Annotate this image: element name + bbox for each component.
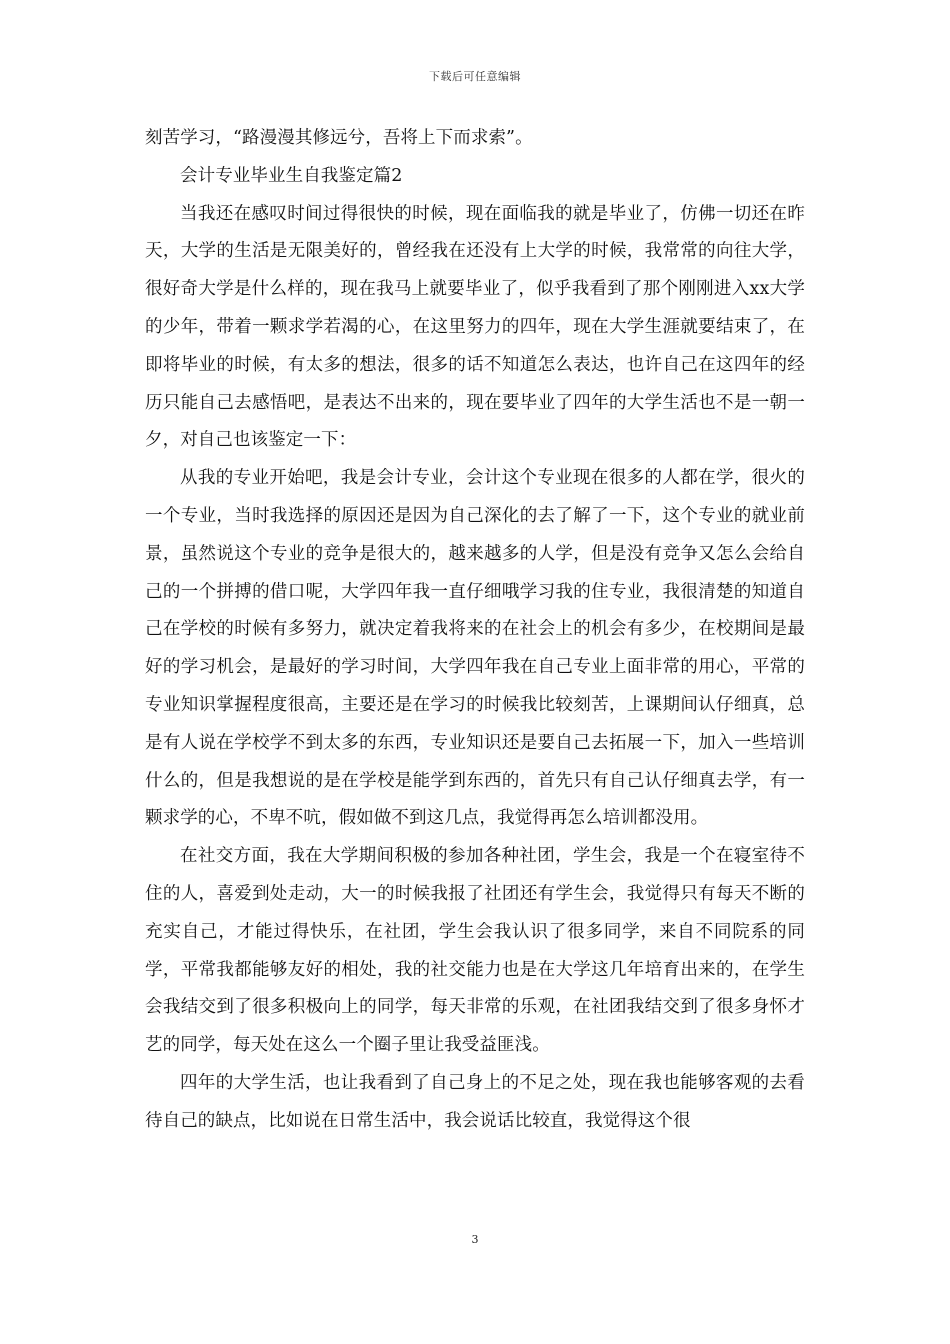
document-body (145, 120, 805, 1141)
section-heading: 会计专业毕业生自我鉴定篇2 (180, 165, 403, 186)
page-header-note: 下载后可任意编辑 (429, 70, 521, 83)
page-number: 3 (471, 1233, 479, 1246)
paragraph: 从我的专业开始吧，我是会计专业，会计这个专业现在很多的人都在学，很火的一个专业，当时我选择的原因还是因为自己深化的去了解了一下，这个专业的就业前景，虽然说这个专业的竞争是很大的，越来越多的人学，但是没有竞争又怎么会给自己的一个拼搏的借口呢，大学四年我一直仔细哦学习我的住专业，我很清楚的知道自己在学校的时候有多努力，就决定着我将来的在社会上的机会有多少，在校期间是最好的学习机会，是最好的学习时间，大学四年我在自己专业上面非常的用心，平常的专业知识掌握程度很高，主要还是在学习的时候我比较刻苦，上课期间认仔细真，总是有人说在学校学不到太多的东西，专业知识还是要自己去拓展一下，加入一些培训什么的，但是我想说的是在学校是能学到东西的，首先只有自己认仔细真去学，有一颗求学的心，不卑不吭，假如做不到这几点，我觉得再怎么培训都没用。 (145, 468, 805, 829)
paragraph: 刻苦学习，“路漫漫其修远兮，吾将上下而求索”。 (145, 128, 533, 148)
paragraph: 当我还在感叹时间过得很快的时候，现在面临我的就是毕业了，仿佛一切还在昨天，大学的生活是无限美好的，曾经我在还没有上大学的时候，我常常的向往大学，很好奇大学是什么样的，现在我马上就要毕业了，似乎我看到了那个刚刚进入xx大学的少年，带着一颗求学若渴的心，在这里努力的四年，现在大学生涯就要结束了，在即将毕业的时候，有太多的想法，很多的话不知道怎么表达，也许自己在这四年的经历只能自己去感悟吧，是表达不出来的，现在要毕业了四年的大学生活也不是一朝一夕，对自己也该鉴定一下： (145, 203, 805, 451)
paragraph: 四年的大学生活，也让我看到了自己身上的不足之处，现在我也能够客观的去看待自己的缺点，比如说在日常生活中，我会说话比较直，我觉得这个很 (145, 1072, 805, 1131)
paragraph: 在社交方面，我在大学期间积极的参加各种社团，学生会，我是一个在寝室待不住的人，喜爱到处走动，大一的时候我报了社团还有学生会，我觉得只有每天不断的充实自己，才能过得快乐，在社团，学生会我认识了很多同学，来自不同院系的同学，平常我都能够友好的相处，我的社交能力也是在大学这几年培育出来的，在学生会我结交到了很多积极向上的同学，每天非常的乐观，在社团我结交到了很多身怀才艺的同学，每天处在这么一个圈子里让我受益匪浅。 (145, 846, 805, 1056)
